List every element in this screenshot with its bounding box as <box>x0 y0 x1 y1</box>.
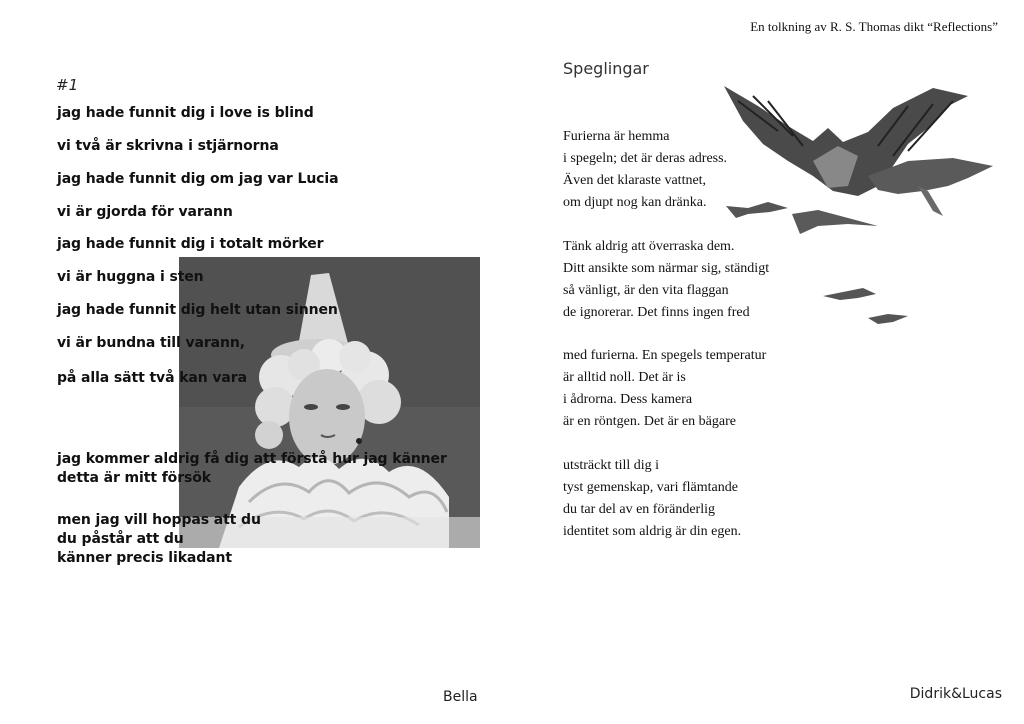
poem-line: vi är gjorda för varann <box>57 204 233 220</box>
author-footer: Didrik&Lucas <box>909 686 1002 702</box>
poem-stanza-2 <box>57 450 447 488</box>
poem-line: tyst gemenskap, vari flämtande <box>563 480 738 495</box>
poem-line: Ditt ansikte som närmar sig, ständigt <box>563 261 770 276</box>
poem-line: Även det klaraste vattnet, <box>563 173 707 188</box>
poem-line: i ådrorna. Dess kamera <box>563 392 693 407</box>
poem-line: jag hade funnit dig helt utan sinnen <box>57 302 338 318</box>
poem-line: identitet som aldrig är din egen. <box>563 524 742 539</box>
poem-line: jag hade funnit dig om jag var Lucia <box>57 171 339 187</box>
poem-line: jag kommer aldrig få dig att förstå hur jag känner <box>57 451 447 467</box>
poem-line: detta är mitt försök <box>57 470 211 486</box>
poem-line: är en röntgen. Det är en bägare <box>563 414 736 429</box>
poem-line: är alltid noll. Det är is <box>563 370 686 385</box>
poem-stanza <box>563 455 741 543</box>
poem-line: vi två är skrivna i stjärnorna <box>57 138 279 154</box>
poem-stanza-3 <box>57 511 261 568</box>
poem-line: med furierna. En spegels temperatur <box>563 348 767 363</box>
poem-line: vi är bundna till varann, <box>57 335 245 351</box>
poem-line: du påstår att du <box>57 531 184 547</box>
poem-line: så vänligt, är den vita flaggan <box>563 283 729 298</box>
poem-stanza <box>563 236 769 324</box>
poem-line: jag hade funnit dig i totalt mörker <box>57 236 324 252</box>
poem-line: Furierna är hemma <box>563 129 670 144</box>
poem-line: utsträckt till dig i <box>563 458 660 473</box>
poem-line: känner precis likadant <box>57 550 232 566</box>
poem-line: du tar del av en föränderlig <box>563 502 715 517</box>
header-credit: En tolkning av R. S. Thomas dikt “Reflections” <box>750 19 998 34</box>
poem-line: men jag vill hoppas att du <box>57 512 261 528</box>
poem-line: om djupt nog kan dränka. <box>563 195 707 210</box>
poem-stanza <box>563 345 766 433</box>
poem-stanza <box>563 126 727 214</box>
poem-title: Speglingar <box>563 59 649 78</box>
poem-line: vi är huggna i sten <box>57 269 204 285</box>
poem-line: på alla sätt två kan vara <box>57 370 247 386</box>
poem-number: #1 <box>56 76 79 94</box>
poem-line: jag hade funnit dig i love is blind <box>57 105 314 121</box>
poem-line: Tänk aldrig att överraska dem. <box>563 239 735 254</box>
right-page <box>512 0 1024 724</box>
poem-line: i spegeln; det är deras adress. <box>563 151 728 166</box>
author-footer: Bella <box>443 689 478 705</box>
poem-line: de ignorerar. Det finns ingen fred <box>563 305 750 320</box>
